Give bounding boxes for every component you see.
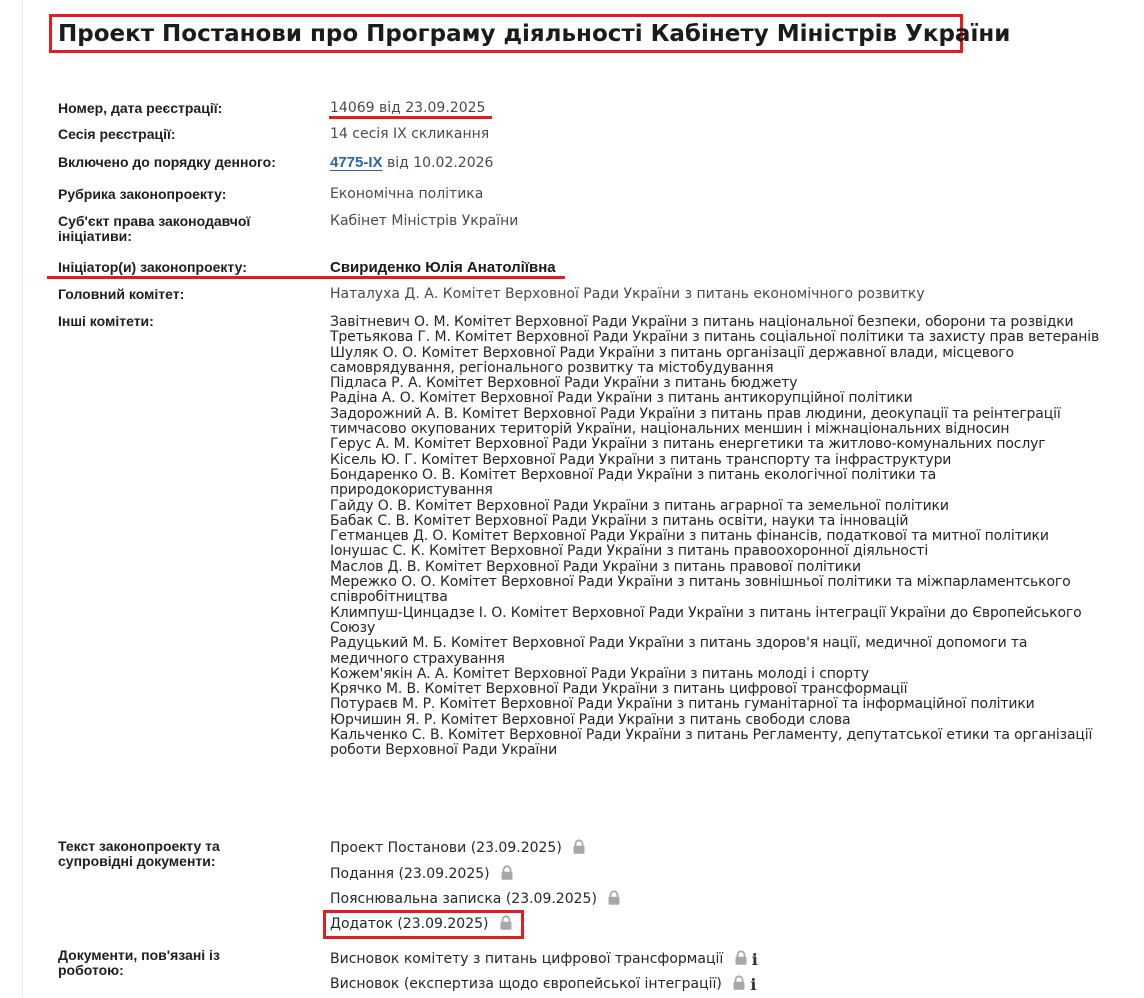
committee-line: Кісель Ю. Г. Комітет Верховної Ради України з питань транспорту та інфраструктури bbox=[330, 451, 952, 468]
committee-line: Радіна А. О. Комітет Верховної Ради України з питань антикорупційної політики bbox=[330, 390, 913, 407]
lock-icon bbox=[500, 865, 514, 880]
subject-label: Суб'єкт права законодавчої ініціативи: bbox=[58, 213, 251, 244]
committee-line: тимчасово окупованих територій України, національних меншин і міжнаціональних відносин bbox=[330, 421, 1010, 438]
related-document-link[interactable] bbox=[330, 975, 756, 994]
initiator-name: Свириденко Юлія Анатоліївна bbox=[330, 259, 556, 276]
committee-line: Радуцький М. Б. Комітет Верховної Ради України з питань здоров'я нації, медичної допомоги та bbox=[330, 635, 1028, 652]
committee-line: медичного страхування bbox=[330, 650, 505, 667]
document-title[interactable]: Проект Постанови (23.09.2025) bbox=[330, 840, 562, 856]
info-icon[interactable]: i bbox=[751, 950, 758, 969]
left-divider bbox=[22, 0, 23, 998]
committee-line: Завітневич О. М. Комітет Верховної Ради України з питань національної безпеки, оборони та розвідки bbox=[330, 314, 1074, 330]
lock-icon bbox=[734, 950, 748, 965]
committee-line: Підласа Р. А. Комітет Верховної Ради України з питань бюджету bbox=[330, 375, 798, 392]
rubric-value: Економічна політика bbox=[330, 186, 484, 202]
committee-line: Шуляк О. О. Комітет Верховної Ради України з питань організації державної влади, місцевого bbox=[330, 344, 1014, 361]
lock-icon bbox=[607, 890, 621, 905]
committee-line: Гайду О. В. Комітет Верховної Ради України з питань аграрної та земельної політики bbox=[330, 497, 949, 514]
other-committees-label: Інші комітети: bbox=[58, 313, 154, 329]
committee-line: Бондаренко О. В. Комітет Верховної Ради України з питань екологічної політики та bbox=[330, 466, 937, 483]
committee-line: Задорожний А. В. Комітет Верховної Ради України з питань прав людини, деокупації та реінтеграції bbox=[330, 405, 1061, 422]
initiator-red-underline bbox=[47, 276, 565, 279]
agenda-link[interactable]: 4775-IX bbox=[330, 154, 383, 171]
session-value: 14 сесія IX скликання bbox=[330, 126, 490, 142]
committee-line: Кожем'якін А. А. Комітет Верховної Ради України з питань молоді і спорту bbox=[330, 665, 870, 682]
other-committees-list bbox=[330, 315, 1120, 759]
committee-line: Герус А. М. Комітет Верховної Ради України з питань енергетики та житлово-комунальних послуг bbox=[330, 436, 1046, 453]
agenda-value bbox=[330, 155, 1120, 171]
committee-line: Крячко М. В. Комітет Верховної Ради України з питань цифрової трансформації bbox=[330, 681, 908, 698]
document-title[interactable]: Додаток (23.09.2025) bbox=[330, 916, 489, 932]
agenda-label: Включено до порядку денного: bbox=[58, 154, 276, 170]
main-committee-value: Наталуха Д. А. Комітет Верховної Ради України з питань економічного розвитку bbox=[330, 286, 925, 302]
committee-line: Іонушас С. К. Комітет Верховної Ради України з питань правоохоронної діяльності bbox=[330, 543, 929, 560]
committee-line: Союзу bbox=[330, 619, 376, 636]
lock-icon bbox=[732, 975, 746, 990]
committee-line: Кальченко С. В. Комітет Верховної Ради України з питань Регламенту, депутатської етики та організації bbox=[330, 727, 1093, 744]
subject-value: Кабінет Міністрів України bbox=[330, 213, 519, 229]
committee-line: співробітництва bbox=[330, 589, 448, 606]
initiator-label: Ініціатор(и) законопроекту: bbox=[58, 259, 247, 275]
document-title[interactable]: Пояснювальна записка (23.09.2025) bbox=[330, 891, 597, 907]
info-icon[interactable]: i bbox=[750, 975, 757, 994]
related-label: Документи, пов'язані із роботою: bbox=[58, 947, 220, 978]
session-label: Сесія реєстрації: bbox=[58, 126, 176, 142]
registration-label: Номер, дата реєстрації: bbox=[58, 100, 223, 116]
documents-label: Текст законопроекту та супровідні документи: bbox=[58, 838, 220, 869]
committee-line: Маслов Д. В. Комітет Верховної Ради України з питань правової політики bbox=[330, 558, 861, 575]
document-title[interactable]: Подання (23.09.2025) bbox=[330, 866, 490, 882]
rubric-label: Рубрика законопроекту: bbox=[58, 186, 227, 202]
agenda-date: від 10.02.2026 bbox=[382, 155, 494, 171]
lock-icon bbox=[572, 839, 586, 854]
page-title: Проект Постанови про Програму діяльності Кабінету Міністрів України bbox=[58, 21, 1011, 47]
committee-line: Третьякова Г. М. Комітет Верховної Ради України з питань соціальної політики та захисту прав ветеранів bbox=[330, 329, 1100, 346]
committee-line: самоврядування, регіонального розвитку та містобудування bbox=[330, 359, 774, 376]
registration-value: 14069 від 23.09.2025 bbox=[330, 100, 486, 116]
related-document-title[interactable]: Висновок (експертиза щодо європейської інтеграції) bbox=[330, 976, 722, 992]
initiator-value bbox=[330, 260, 1120, 276]
related-document-link[interactable] bbox=[330, 950, 758, 969]
committee-line: Бабак С. В. Комітет Верховної Ради України з питань освіти, науки та інновацій bbox=[330, 512, 909, 529]
document-link[interactable] bbox=[330, 865, 514, 883]
committee-line: природокористування bbox=[330, 482, 493, 499]
committee-line: Юрчишин Я. Р. Комітет Верховної Ради України з питань свободи слова bbox=[330, 711, 851, 728]
related-document-title[interactable]: Висновок комітету з питань цифрової трансформації bbox=[330, 951, 724, 967]
document-link[interactable] bbox=[330, 890, 621, 908]
registration-red-underline bbox=[329, 116, 492, 119]
committee-line: Мережко О. О. Комітет Верховної Ради України з питань зовнішньої політики та міжпарламентського bbox=[330, 574, 1071, 591]
document-link[interactable] bbox=[330, 839, 586, 857]
attachment-highlight-box bbox=[323, 910, 524, 939]
committee-line: роботи Верховної Ради України bbox=[330, 742, 558, 759]
committee-line: Климпуш-Цинцадзе І. О. Комітет Верховної Ради України з питань інтеграції України до Європейського bbox=[330, 604, 1082, 621]
committee-line: Гетманцев Д. О. Комітет Верховної Ради України з питань фінансів, податкової та митної політики bbox=[330, 528, 1049, 545]
committee-line: Потураєв М. Р. Комітет Верховної Ради України з питань гуманітарної та інформаційної політики bbox=[330, 696, 1035, 713]
main-committee-label: Головний комітет: bbox=[58, 286, 185, 302]
